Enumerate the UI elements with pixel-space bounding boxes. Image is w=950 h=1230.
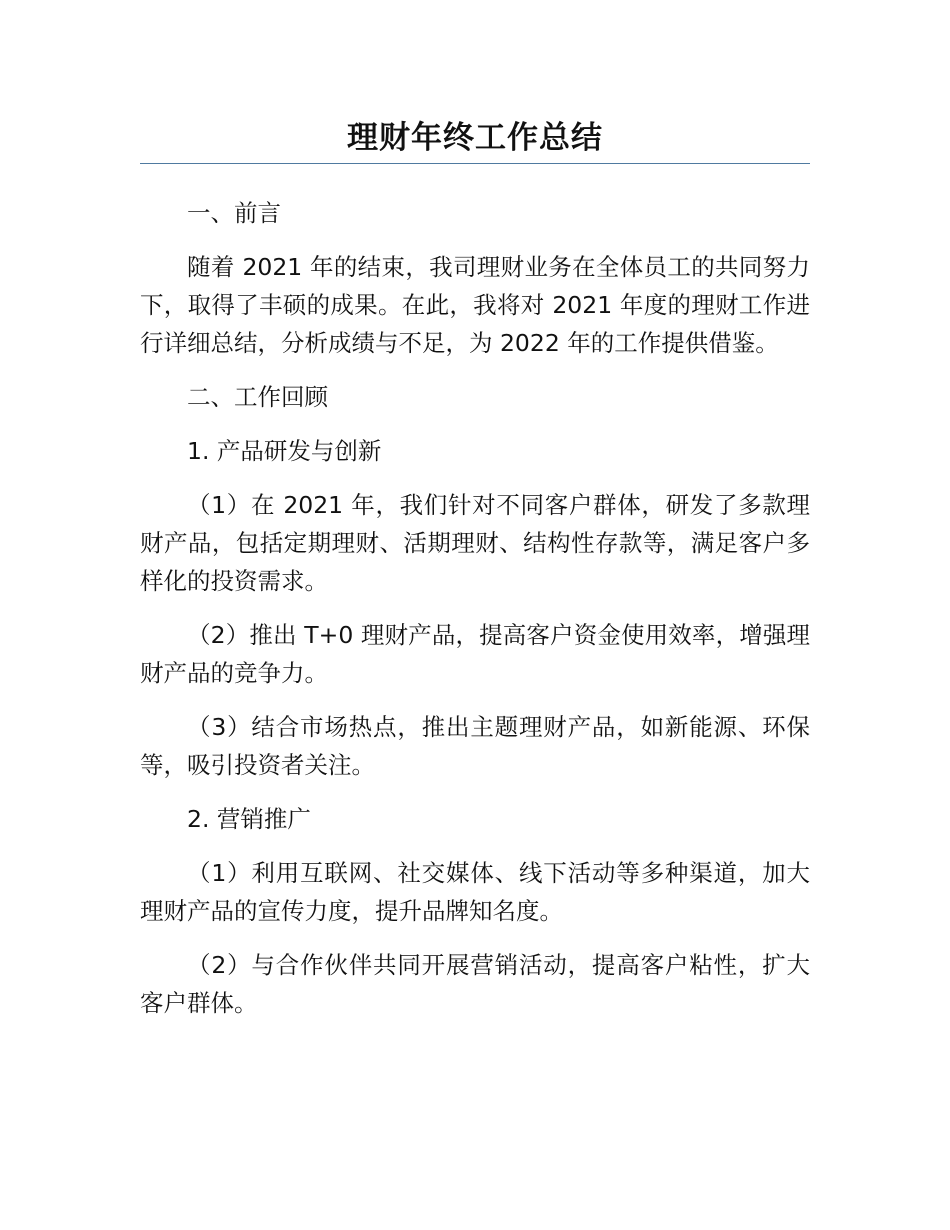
section-heading-preface: 一、前言 xyxy=(187,199,281,227)
document-body xyxy=(140,194,810,1022)
list-item: （3）结合市场热点，推出主题理财产品，如新能源、环保等，吸引投资者关注。 xyxy=(140,713,810,779)
subsection-heading-marketing: 2. 营销推广 xyxy=(187,805,311,833)
list-item: （1）利用互联网、社交媒体、线下活动等多种渠道，加大理财产品的宣传力度，提升品牌知名度。 xyxy=(140,859,810,925)
document-title: 理财年终工作总结 xyxy=(347,120,603,156)
section-heading-review: 二、工作回顾 xyxy=(187,383,328,411)
list-item: （1）在 2021 年，我们针对不同客户群体，研发了多款理财产品，包括定期理财、活期理财、结构性存款等，满足客户多样化的投资需求。 xyxy=(140,491,810,595)
subsection-heading-product: 1. 产品研发与创新 xyxy=(187,437,382,465)
title-underline xyxy=(140,163,810,164)
list-item: （2）推出 T+0 理财产品，提高客户资金使用效率，增强理财产品的竞争力。 xyxy=(140,621,810,687)
body-paragraph: 随着 2021 年的结束，我司理财业务在全体员工的共同努力下，取得了丰硕的成果。在此，我将对 2021 年度的理财工作进行详细总结，分析成绩与不足，为 2022 年的工作提供借鉴。 xyxy=(140,253,810,357)
document-page xyxy=(140,0,810,1038)
list-item: （2）与合作伙伴共同开展营销活动，提高客户粘性，扩大客户群体。 xyxy=(140,951,810,1017)
